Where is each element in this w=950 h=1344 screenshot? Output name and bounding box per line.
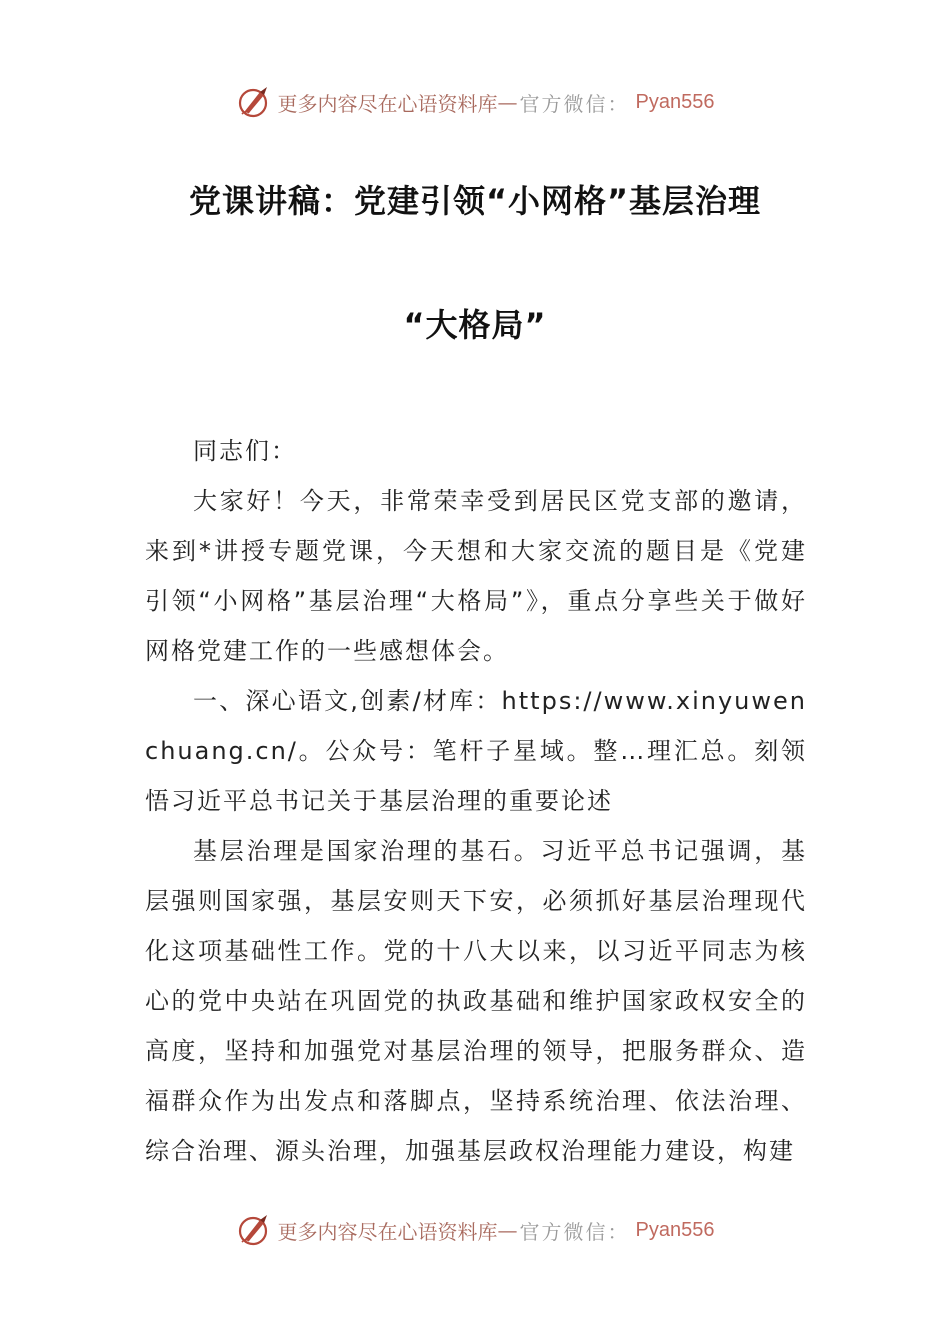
document-title-line-2: “大格局”	[403, 306, 547, 344]
quill-pen-seal-icon	[236, 84, 272, 120]
wechat-label: 官方微信：	[519, 91, 630, 116]
paragraph-section-heading: 一、深心语文,创素/材库：https://www.xinyuwenchuang.cn/。公众号：笔杆子星域。整…理汇总。刻领悟习近平总书记关于基层治理的重要论述	[145, 687, 807, 815]
brand-name: 更多内容尽在心语资料库	[277, 1219, 498, 1244]
document-body	[145, 426, 807, 1176]
paragraph-body: 基层治理是国家治理的基石。习近平总书记强调，基层强则国家强，基层安则天下安，必须抓好基层治理现代化这项基础性工作。党的十八大以来，以习近平同志为核心的党中央站在巩固党的执政基础和维护国家政权安全的高度，坚持和加强党对基层治理的领导，把服务群众、造福群众作为出发点和落脚点，坚持系统治理、依法治理、综合治理、源头治理，加强基层政权治理能力建设，构建	[145, 837, 807, 1165]
brand-name: 更多内容尽在心语资料库	[277, 91, 498, 116]
quill-pen-seal-icon	[236, 1212, 272, 1248]
banner-separator: —	[497, 90, 518, 114]
footer-watermark-banner	[0, 1210, 950, 1250]
wechat-label: 官方微信：	[519, 1219, 630, 1244]
paragraph-salutation: 同志们：	[193, 437, 297, 465]
header-watermark-banner	[0, 82, 950, 122]
wechat-id: Pyan556	[635, 1218, 715, 1241]
wechat-id: Pyan556	[635, 90, 715, 113]
document-title-line-1: 党课讲稿：党建引领“小网格”基层治理	[188, 182, 762, 220]
paragraph-greeting: 大家好！今天，非常荣幸受到居民区党支部的邀请，来到*讲授专题党课，今天想和大家交流的题目是《党建引领“小网格”基层治理“大格局”》，重点分享些关于做好网格党建工作的一些感想体会。	[145, 487, 807, 665]
banner-separator: —	[497, 1218, 518, 1242]
